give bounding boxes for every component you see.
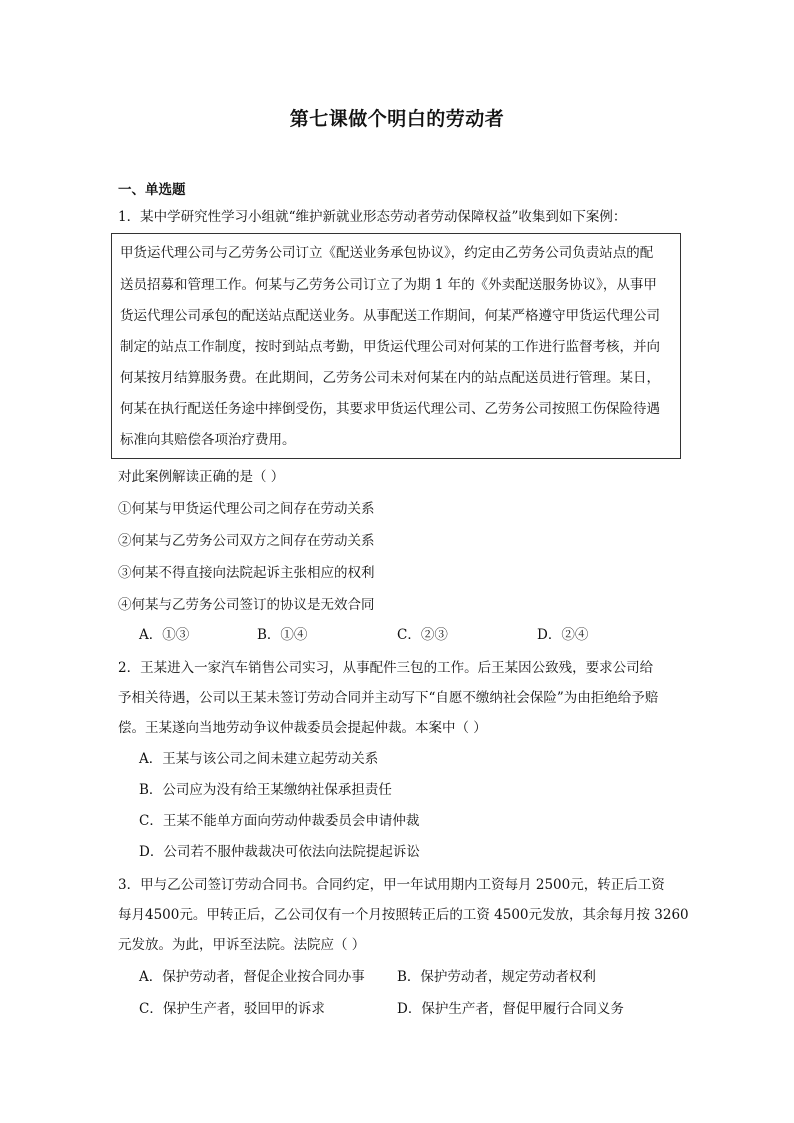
q1-option-c[interactable]: C．②③ bbox=[397, 627, 448, 643]
q3-option-a[interactable]: A．保护劳动者，督促企业按合同办事 bbox=[139, 969, 365, 985]
case-line: 标准向其赔偿各项治疗费用。 bbox=[120, 432, 296, 448]
case-line: 制定的站点工作制度，按时到站点考勤，甲货运代理公司对何某的工作进行监督考核，并向 bbox=[120, 339, 660, 355]
q1-statement: ③何某不得直接向法院起诉主张相应的权利 bbox=[118, 565, 375, 581]
q1-statement: ④何某与乙劳务公司签订的协议是无效合同 bbox=[118, 597, 375, 613]
q1-case-box bbox=[111, 233, 681, 459]
case-line: 甲货运代理公司与乙劳务公司订立《配送业务承包协议》，约定由乙劳务公司负责站点的配 bbox=[120, 245, 654, 261]
case-line: 何某按月结算服务费。在此期间，乙劳务公司未对何某在内的站点配送员进行管理。某日， bbox=[120, 370, 660, 386]
q2-stem-line: 予相关待遇，公司以王某未签订劳动合同并主动写下“自愿不缴纳社会保险”为由拒绝给予赔 bbox=[118, 690, 659, 706]
q3-stem-line: 3．甲与乙公司签订劳动合同书。合同约定，甲一年试用期内工资每月 2500元，转正后工资 bbox=[118, 877, 665, 893]
section-heading: 一、单选题 bbox=[118, 182, 186, 198]
q3-option-d[interactable]: D．保护生产者，督促甲履行合同义务 bbox=[397, 1001, 624, 1017]
case-line: 何某在执行配送任务途中摔倒受伤，其要求甲货运代理公司、乙劳务公司按照工伤保险待遇 bbox=[120, 401, 660, 417]
q3-stem-line: 每月4500元。甲转正后，乙公司仅有一个月按照转正后的工资 4500元发放，其余每月按 3260 bbox=[118, 907, 689, 923]
q3-option-c[interactable]: C．保护生产者，驳回甲的诉求 bbox=[139, 1001, 325, 1017]
q2-option-a[interactable]: A．王某与该公司之间未建立起劳动关系 bbox=[139, 751, 379, 767]
q1-statement: ①何某与甲货运代理公司之间存在劳动关系 bbox=[118, 501, 375, 517]
q2-stem-line: 2．王某进入一家汽车销售公司实习，从事配件三包的工作。后王某因公致残，要求公司给 bbox=[118, 660, 654, 676]
q1-option-b[interactable]: B．①④ bbox=[257, 627, 308, 643]
document-title: 第七课做个明白的劳动者 bbox=[289, 108, 505, 130]
case-line: 送员招募和管理工作。何某与乙劳务公司订立了为期 1 年的《外卖配送服务协议》，从事甲 bbox=[120, 277, 657, 293]
q1-stem: 1．某中学研究性学习小组就“维护新就业形态劳动者劳动保障权益”收集到如下案例： bbox=[118, 209, 627, 225]
q1-option-a[interactable]: A．①③ bbox=[139, 627, 190, 643]
q1-option-d[interactable]: D．②④ bbox=[537, 627, 589, 643]
q1-question: 对此案例解读正确的是（ ） bbox=[118, 469, 285, 485]
q3-stem-line: 元发放。为此，甲诉至法院。法院应（ ） bbox=[118, 937, 366, 953]
q3-option-b[interactable]: B．保护劳动者，规定劳动者权利 bbox=[397, 969, 596, 985]
q2-option-c[interactable]: C．王某不能单方面向劳动仲裁委员会申请仲裁 bbox=[139, 813, 420, 829]
q2-option-b[interactable]: B．公司应为没有给王某缴纳社保承担责任 bbox=[139, 782, 392, 798]
q2-option-d[interactable]: D．公司若不服仲裁裁决可依法向法院提起诉讼 bbox=[139, 844, 420, 860]
q1-statement: ②何某与乙劳务公司双方之间存在劳动关系 bbox=[118, 533, 375, 549]
q2-stem-line: 偿。王某遂向当地劳动争议仲裁委员会提起仲裁。本案中（ ） bbox=[118, 720, 487, 736]
case-line: 货运代理公司承包的配送站点配送业务。从事配送工作期间，何某严格遵守甲货运代理公司 bbox=[120, 308, 660, 324]
